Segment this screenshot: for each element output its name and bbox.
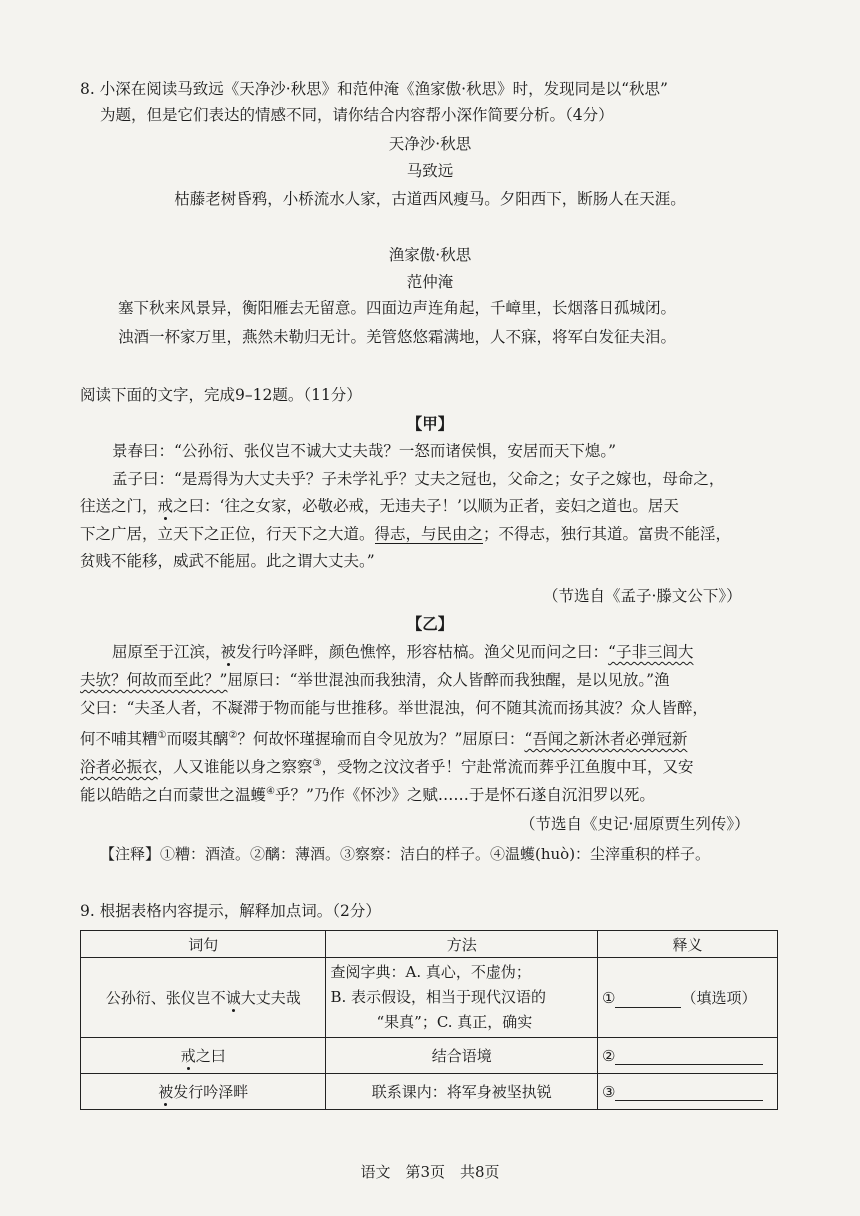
- jia-text: 往送之门，: [80, 497, 158, 515]
- phrase-cell: [81, 958, 326, 1038]
- footnote-mark: ②: [228, 730, 238, 741]
- yi-text: 何不哺其糟: [80, 730, 158, 749]
- yi-text: ？何故怀瑾握瑜而自令见放为？”屈原曰：: [237, 730, 525, 749]
- footnote-mark: ①: [157, 730, 167, 741]
- phrase-cell: [81, 1038, 326, 1074]
- answer-cell: [598, 1074, 778, 1110]
- yi-text: 乎？”乃作《怀沙》之赋……于是怀石遂自沉汨罗以死。: [274, 786, 655, 805]
- yi-text: 屈原曰：“举世混浊而我独清，众人皆醉而我独醒，是以见放。”渔: [227, 671, 670, 689]
- method-cell: [326, 958, 598, 1038]
- jia-source: （节选自《孟子·滕文公下》）: [543, 587, 742, 605]
- poem1-author: 马致远: [406, 162, 454, 180]
- page-footer: 语文 第3页 共8页: [360, 1163, 500, 1181]
- table-row: [81, 1038, 778, 1074]
- table-header-row: [81, 931, 778, 958]
- jia-text: 之曰：‘往之女家，必敬必戒，无违夫子！’以顺为正者，妾妇之道也。居天: [173, 497, 679, 515]
- answer-blank[interactable]: [615, 1084, 763, 1101]
- method-line: 查阅字典：A. 真心，不虚伪；: [330, 963, 531, 981]
- answer-blank[interactable]: [615, 991, 681, 1008]
- poem1-title: 天净沙·秋思: [388, 135, 472, 153]
- annotations: 【注释】①糟：酒渣。②醨：薄酒。③察察：洁白的样子。④温蠖(huò)：尘滓重积的样子。: [100, 845, 711, 863]
- jia-text: ；不得志，独行其道。富贵不能淫，: [483, 525, 732, 543]
- dotted-word-jie: 戒: [157, 497, 174, 515]
- wavy-phrase: 浴者必振衣: [80, 758, 158, 777]
- poem1-text: 枯藤老树昏鸦，小桥流水人家，古道西风瘦马。夕阳西下，断肠人在天涯。: [174, 190, 686, 208]
- phrase-text: 发行吟泽畔: [173, 1083, 249, 1101]
- table-header: 方法: [326, 931, 598, 958]
- table-header: 词句: [81, 931, 326, 958]
- q8-line-2: 为题，但是它们表达的情感不同，请你结合内容帮小深作简要分析。（4分）: [100, 106, 614, 124]
- q9-table: [80, 930, 778, 1110]
- table-header: 释义: [598, 931, 778, 958]
- jia-text: 下之广居，立天下之正位，行天下之大道。: [80, 525, 375, 543]
- jia-p2-line-1: 孟子曰：“是焉得为大丈夫乎？子未学礼乎？丈夫之冠也，父命之；女子之嫁也，母命之，: [112, 470, 725, 488]
- table-row: [81, 958, 778, 1038]
- phrase-text: 大丈夫哉: [240, 989, 301, 1007]
- q9-heading: 9. 根据表格内容提示，解释加点词。（2分）: [80, 902, 381, 920]
- answer-cell: [598, 1038, 778, 1074]
- poem2-line-2: 浊酒一杯家万里，燕然未勒归无计。羌管悠悠霜满地，人不寐，将军白发征夫泪。: [118, 328, 677, 346]
- wavy-phrase: 夫欤？何故而至此？”: [80, 671, 228, 689]
- answer-number: ③: [602, 1082, 616, 1101]
- yi-text: 能以皓皓之白而蒙世之温蠖: [80, 786, 267, 805]
- method-cell: 联系课内：将军身被坚执锐: [326, 1074, 598, 1110]
- answer-number: ①: [602, 989, 616, 1007]
- footnote-mark: ④: [266, 786, 275, 797]
- passage-yi-label: 【乙】: [406, 614, 454, 633]
- phrase-text: 公孙衍、张仪岂不: [105, 989, 226, 1007]
- method-line: “果真”；C. 真正，确实: [376, 1013, 533, 1031]
- dotted-word-bei: 被: [220, 643, 237, 661]
- yi-line-2: [80, 669, 670, 691]
- dotted-word-cheng: 诚: [225, 989, 241, 1007]
- yi-line-1: [112, 641, 693, 663]
- yi-text: 屈原至于江滨，: [112, 643, 221, 661]
- jia-p2-line-3: [80, 523, 731, 545]
- poem2-line-1: 塞下秋来风景异，衡阳雁去无留意。四面边声连角起，千嶂里，长烟落日孤城闭。: [118, 299, 677, 317]
- dotted-word-jie: 戒: [180, 1047, 196, 1065]
- answer-number: ②: [602, 1046, 616, 1065]
- underlined-phrase: 得志，与民由之: [374, 525, 484, 543]
- yi-text: 发行吟泽畔，颜色憔悴，形容枯槁。渔父见而问之曰：: [236, 643, 609, 661]
- phrase-cell: [81, 1074, 326, 1110]
- yi-line-6: [80, 781, 655, 806]
- yi-line-5: [80, 753, 694, 778]
- wavy-phrase: “子非三闾大: [608, 643, 694, 661]
- yi-text: 而啜其醨: [166, 730, 229, 749]
- method-line: B. 表示假设，相当于现代汉语的: [330, 988, 547, 1006]
- footnote-mark: ③: [312, 758, 322, 769]
- yi-text: ，人又谁能以身之察察: [157, 758, 313, 777]
- yi-text: ，受物之汶汶者乎！宁赴常流而葬乎江鱼腹中耳，又安: [321, 758, 694, 777]
- poem2-author: 范仲淹: [406, 273, 454, 291]
- yi-source: （节选自《史记·屈原贾生列传》）: [520, 815, 750, 833]
- answer-hint: （填选项）: [681, 989, 757, 1007]
- jia-p2-line-2: [80, 495, 679, 517]
- answer-blank[interactable]: [615, 1048, 763, 1065]
- poem2-title: 渔家傲·秋思: [388, 246, 472, 264]
- dotted-word-bei: 被: [158, 1083, 174, 1101]
- answer-cell: [598, 958, 778, 1038]
- reading-heading: 阅读下面的文字，完成9–12题。（11分）: [80, 386, 362, 404]
- yi-line-3: 父曰：“夫圣人者，不凝滞于物而能与世推移。举世混浊，何不随其流而扬其波？众人皆醉，: [80, 699, 708, 717]
- jia-p2-line-4: 贫贱不能移，威武不能屈。此之谓大丈夫。”: [80, 552, 375, 570]
- wavy-phrase: “吾闻之新沐者必弹冠新: [524, 730, 688, 749]
- q8-line-1: 8. 小深在阅读马致远《天净沙·秋思》和范仲淹《渔家傲·秋思》时，发现同是以“秋思”: [80, 80, 668, 98]
- table-row: [81, 1074, 778, 1110]
- jia-paragraph-1: 景春曰：“公孙衍、张仪岂不诚大丈夫哉？一怒而诸侯惧，安居而天下熄。”: [112, 442, 617, 460]
- passage-jia-label: 【甲】: [406, 414, 454, 433]
- method-cell: 结合语境: [326, 1038, 598, 1074]
- yi-line-4: [80, 725, 687, 750]
- phrase-text: 之曰: [195, 1047, 226, 1065]
